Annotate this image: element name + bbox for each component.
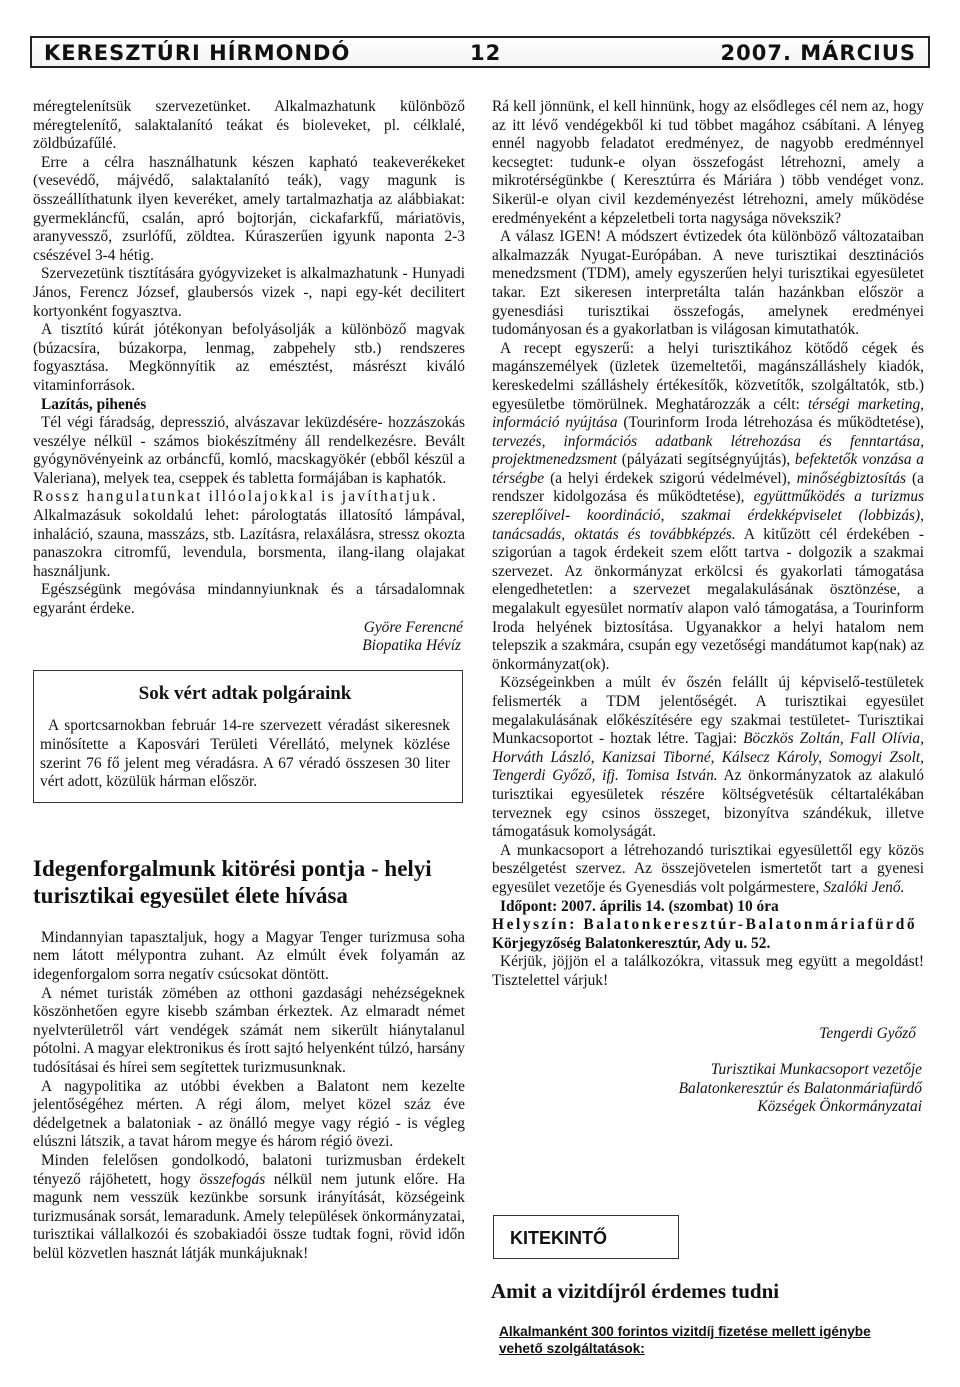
paragraph: A nagypolitika az utóbbi években a Balatont nem kezelte jelentőségéhez mérten. A régi álom, melyet közel száz éve dédelgetnek a balatoniak - az önálló megye vagy régió - is végleg elúszni látszik, a tavat három megye és három régió övezi. <box>33 1077 465 1151</box>
signature-org: Balatonkeresztúr és Balatonmáriafürdő <box>678 1079 922 1097</box>
news-box <box>33 670 463 803</box>
page-number: 12 <box>470 41 502 65</box>
paragraph: A válasz IGEN! A módszert évtizedek óta különböző változataiban alkalmazzák Nyugat-Európában. A neve turisztikai desztinációs menedzsment (TDM), amely egyszerűen helyi turisztikai egyesületet takar. Ezt sikeresen interpretálta talán hazánkban először a gyenesdiási turisztikai összefogás, amelynek eredményei tudományosan és a gyakorlatban is világosan kimutathatók. <box>492 228 924 339</box>
text-run-italic: minőségbiztosítás <box>796 469 907 487</box>
newspaper-title: KERESZTÚRI HÍRMONDÓ <box>44 41 351 65</box>
article-title: Amit a vizitdíjról érdemes tudni <box>491 1279 780 1303</box>
text-run: Minden felelősen gondolkodó, balatoni turizmusban érdekelt tényező rájöhetett, hogy <box>33 1151 465 1188</box>
text-run: nélkül nem jutunk előre. Ha magunk nem vesszük kezünkbe sorsunk irányítását, községeink turizmusának sorsát, lemaradunk. Amely települések önkormányzatai, turisztikai vállalkozói és szobakiadói össze tudtak fogni, rövid időn belül közvetlen hasznát látják munkájuknak! <box>33 1170 466 1262</box>
paragraph <box>33 1152 465 1264</box>
paragraph <box>492 842 924 898</box>
paragraph: A német turisták zömében az otthoni gazdasági nehézségeknek köszönhetően egyre kisebb számban érkeztek. Az elmaradt német nyelvterületről várt vendégek számát nem sikerült hiánytalanul pótolni. A magyar elektronikus és írott sajtó helyenként túlzó, harsány tudósításai és hírei sem segítettek turizmusunknak. <box>33 984 465 1076</box>
signature-name: Tengerdi Győző <box>819 1024 916 1042</box>
text-run: (a rendszer kidolgozása és működtetése), <box>492 469 924 506</box>
text-run-italic: együttműködés a turizmus szereplőivel- koordináció, szakmai érdekképviselet (lobbizás), tanácsadás, oktatás és továbbképzés. <box>492 488 925 543</box>
paragraph: Szervezetünk tisztítására gyógyvizeket is alkalmazhatunk - Hunyadi János, Ferencz József, glaubersós vizek -, napi egy-két decilitert kortyonként fogyasztva. <box>33 265 465 320</box>
event-location: Helyszín: Balatonkeresztúr-Balatonmáriafürdő <box>492 916 918 934</box>
article-title: Idegenforgalmunk kitörési pontja - helyi turisztikai egyesület élete hívása <box>33 855 432 908</box>
box-title: Sok vért adtak polgáraink <box>138 682 352 704</box>
paragraph: Kérjük, jöjjön el a találkozókra, vitassuk meg együtt a megoldást! Tisztelettel várjuk! <box>492 953 924 989</box>
article-subtitle: Alkalmanként 300 forintos vizitdíj fizetése mellett igénybe vehető szolgáltatások: <box>499 1324 871 1356</box>
paragraph: Rossz hangulatunkat illóolajokkal is javíthatjuk. <box>33 488 438 506</box>
text-run: Községeinkben a múlt év őszén felállt új képviselő-testületek felismerték a TDM jelentőségét. A turisztikai egyesület megalakulásának előkészítésére egy szakmai testületet- Turisztikai Munkacsoportot - hoztak létre. Tagjai: <box>492 674 924 748</box>
event-time: Időpont: 2007. április 14. (szombat) 10 óra <box>500 897 779 915</box>
text-run: A munkacsoport a létrehozandó turisztikai egyesülettől egy közös beszélgetést szervez. Az összejövetelen ismertetőt tart a gyenesi egyesület vezetője és Gyenesdiás volt polgármestere, <box>492 841 924 896</box>
text-run: A recept egyszerű: a helyi turisztikához kötődő cégek és magánszemélyek (üzletek üzemeltetői, magánszálláshely kiadók, kereskedelmi szálláshely értékesítők, közvetítők, szolgáltatók, stb.) egyesületbe tömörülnek. Meghatározzák a célt: <box>492 339 924 413</box>
left-column <box>33 98 465 1263</box>
page-header <box>30 36 930 68</box>
text-run-italic: befektetők vonzása a térségbe <box>492 451 925 487</box>
text-run-italic: Szalóki Jenő. <box>823 878 905 896</box>
text-run-italic: összefogás <box>199 1170 266 1188</box>
text-run: (Tourinform Iroda létrehozása és működtetése), <box>617 414 924 432</box>
paragraph <box>492 340 924 675</box>
paragraph: Rá kell jönnünk, el kell hinnünk, hogy az elsődleges cél nem az, hogy az itt lévő vendégekből ki tud többet magához csábítani. A lényeg ennél nagyobb feladatot eredményez, de nagyobb eredménnyel kecsegtet: tudunk-e olyan összefogást létrehozni, amely a mikrotérségünkbe ( Keresztúrra és Máriára ) több vendéget vonz. Sikerül-e olyan civil kezdeményezést létrehozni, amely működése eredményeként a képzeletbeli torta nagysága növekszik? <box>492 98 924 227</box>
subheading: Lazítás, pihenés <box>41 395 147 413</box>
author-name: Györe Ferencné <box>363 618 463 636</box>
signature-role: Turisztikai Munkacsoport vezetője <box>710 1061 922 1079</box>
paragraph: Egészségünk megóvása mindannyiunknak és a társadalomnak egyaránt érdeke. <box>33 581 465 618</box>
text-run: Az önkormányzatok az alakuló turisztikai egyesületek részére költségvetésük céltartalékában terveznek egy csinos összeget, bizonyítva szándékuk, illetve támogatásuk komolyságát. <box>492 767 924 841</box>
paragraph: Erre a célra használhatunk készen kapható teakeverékeket (vesevédő, májvédő, salaktalanító teák), vagy magunk is összeállíthatunk ilyen keveréket, amely tartalmazhatja az alábbiakat: gyermekláncfű, csalán, apró bojtorján, cickafarkfű, máriatövis, aranyvessző, zsurlófű, zöldtea. Kúraszerűen igyunk naponta 2-3 csészével 3-4 hétig. <box>33 153 465 264</box>
text-run-italic: térségi marketing, információ nyújtása <box>492 395 924 432</box>
paragraph: Mindannyian tapasztaljuk, hogy a Magyar Tenger turizmusa soha nem látott mélypontra zuhant. Az elmúlt évek folyamán az idegenforgalom sorra negatív csúcsokat döntött. <box>33 928 465 983</box>
text-run-italic: Böczkös Zoltán, Fall Olívia, Horváth László, Kanizsai Tiborné, Kálsecz Károly, Somogyi Zsolt, Tengerdi Győző, ifj. Tomisa István. <box>492 730 924 785</box>
paragraph <box>492 674 924 841</box>
text-run: A kitűzött cél érdekében - szigorúan a tagok érdekeit szem előtt tartva - dolgozik a szakmai szervezet. Az önkormányzat erkölcsi és gyakorlati támogatása elengedhetetlen: a szervezet megalakulásának ösztönzése, a megalakult egyesület normatív alapon való támogatása, a Tourinform Iroda helyének biztosítása. Ugyanakkor a helyi hatalom nem telepszik a szakmára, csupán egy vezetőségi mandátumot kap(nak) az önkormányzat(ok). <box>492 525 924 673</box>
right-column <box>492 98 924 1117</box>
section-label: KITEKINTŐ <box>493 1215 679 1259</box>
paragraph: A tisztító kúrát jótékonyan befolyásolják a különböző magvak (búzacsíra, búzakorpa, lenmag, zabpehely stb.) rendszeres fogyasztása. Megkönnyítik az emésztést, másrészt kiváló vitaminforrások. <box>33 321 465 394</box>
paragraph: méregtelenítsük szervezetünket. Alkalmazhatunk különböző méregtelenítő, salaktalanító teákat és bioleveket, pl. célklalé, zöldbúzafűlé. <box>33 98 465 153</box>
text-run-italic: tervezés, információs adatbank létrehozása és fenntartása, projektmenedzsment <box>492 432 924 469</box>
text-run: (a helyi érdekek szigorú védelmével), <box>544 469 797 487</box>
paragraph: Tél végi fáradság, depresszió, alvászavar leküzdésére- hozzászokás veszélye nélkül - számos biokészítmény áll rendelkezésre. Bevált gyógynövényeink az orbáncfű, komló, macskagyökér (ebből készül a Valeriana), melyek tea, cseppek és tabletta formájában is kaphatók. <box>33 414 465 487</box>
issue-date: 2007. MÁRCIUS <box>720 41 916 65</box>
event-address: Körjegyzőség Balatonkeresztúr, Ady u. 52. <box>492 934 771 952</box>
box-text: A sportcsarnokban február 14-re szervezett véradást sikeresnek minősítette a Kaposvári Területi Vérellátó, melynek közlése szerint 76 fő jelent meg véradásra. A 67 véradó összesen 30 liter vért adott, közülük hárman először. <box>40 717 450 791</box>
author-affiliation: Biopatika Hévíz <box>362 637 461 655</box>
paragraph: Alkalmazásuk sokoldalú lehet: párologtatás illatosító lámpával, inhaláció, szauna, masszázs, stb. Lazításra, relaxálásra, stressz okozta panaszokra citromfű, levendula, borsmenta, ilang-ilang olajakat használjunk. <box>33 507 465 580</box>
signature-org: Községek Önkormányzatai <box>757 1098 922 1116</box>
text-run: (pályázati segítségnyújtás), <box>617 451 795 469</box>
